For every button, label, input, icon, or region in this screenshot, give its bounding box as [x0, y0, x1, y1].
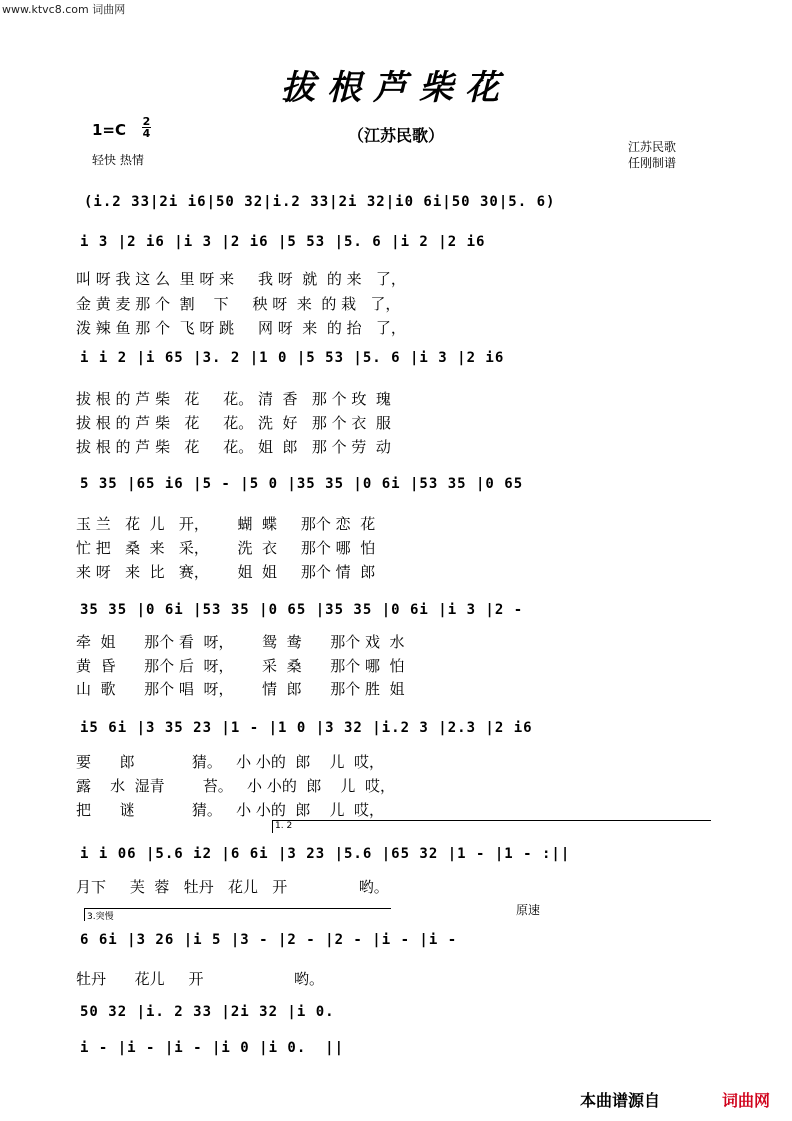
lyric-line: 牵 姐 那个 看 呀， 鸳 鸯 那个 戏 水 [76, 633, 405, 651]
notation-row-2 [76, 230, 716, 260]
notation-row-6 [76, 716, 716, 746]
lyric-line: 玉 兰 花 儿 开， 蝴 蝶 那个 恋 花 [76, 515, 376, 533]
lyric-line: 拔 根 的 芦 柴 花 花。 姐 郎 那 个 劳 动 [76, 438, 391, 456]
credit-origin: 江苏民歌 [628, 140, 677, 154]
notes: 50 32 |i. 2 33 |2i 32 |i 0. [80, 1004, 335, 1020]
notation-row-7 [76, 842, 716, 872]
notes: i5 6i |3 35 23 |1 - |1 0 |3 32 |i.2 3 |2.3 |2 i6 [80, 720, 533, 736]
lyric-line: 露 水 湿青 苔。 小 小的 郎 儿 哎， [76, 777, 395, 795]
lyric-line: 忙 把 桑 来 采， 洗 衣 那个 哪 怕 [76, 539, 376, 557]
credit-maker: 任刚制谱 [628, 156, 677, 170]
notation-row-1 [76, 190, 716, 220]
lyric-line: 月下 芙 蓉 牡丹 花儿 开 哟。 [76, 878, 389, 896]
notes: i 3 |2 i6 |i 3 |2 i6 |5 53 |5. 6 |i 2 |2 i6 [80, 234, 486, 250]
notation-row-4 [76, 472, 716, 502]
lyric-line: 来 呀 来 比 赛， 姐 姐 那个 情 郎 [76, 563, 376, 581]
lyric-line: 把 谜 猜。 小 小的 郎 儿 哎， [76, 801, 385, 819]
song-title: 拔根芦柴花 [281, 68, 511, 108]
notation-row-9 [76, 1000, 716, 1030]
footer-source: 本曲谱源自 [580, 1091, 661, 1110]
notes: (i.2 33|2i i6|50 32|i.2 33|2i 32|i0 6i|50 30|5. 6) [84, 194, 556, 210]
lyric-line: 要 郎 猜。 小 小的 郎 儿 哎， [76, 753, 385, 771]
volta-bracket-3: 3.突慢 [84, 908, 391, 921]
notation-row-3 [76, 346, 716, 376]
notes: i i 06 |5.6 i2 |6 6i |3 23 |5.6 |65 32 |1 - |1 - :|| [80, 846, 571, 862]
lyric-line: 牡丹 花儿 开 哟。 [76, 970, 325, 988]
song-subtitle: （江苏民歌） [347, 126, 444, 145]
lyric-line: 拔 根 的 芦 柴 花 花。 清 香 那 个 玫 瑰 [76, 390, 391, 408]
watermark: www.ktvc8.com 词曲网 [2, 3, 126, 16]
lyric-line: 黄 昏 那个 后 呀， 采 桑 那个 哪 怕 [76, 657, 405, 675]
volta-bracket-1-2: 1. 2 [272, 820, 711, 833]
notes: 6 6i |3 26 |i 5 |3 - |2 - |2 - |i - |i - [80, 932, 458, 948]
notes: i i 2 |i 65 |3. 2 |1 0 |5 53 |5. 6 |i 3 |2 i6 [80, 350, 505, 366]
lyric-line: 山 歌 那个 唱 呀， 情 郎 那个 胜 姐 [76, 680, 405, 698]
lyric-line: 金 黄 麦 那 个 割 下 秧 呀 来 的 栽 了， [76, 295, 401, 313]
notes: 35 35 |0 6i |53 35 |0 65 |35 35 |0 6i |i 3 |2 - [80, 602, 524, 618]
time-signature: 2 4 [142, 115, 151, 140]
notation-row-5 [76, 598, 716, 628]
lyric-line: 拔 根 的 芦 柴 花 花。 洗 好 那 个 衣 服 [76, 414, 391, 432]
notes: i - |i - |i - |i 0 |i 0. || [80, 1040, 345, 1056]
lyric-line: 叫 呀 我 这 么 里 呀 来 我 呀 就 的 来 了， [76, 270, 406, 288]
notes: 5 35 |65 i6 |5 - |5 0 |35 35 |0 6i |53 35 |0 65 [80, 476, 524, 492]
notation-row-10 [76, 1036, 716, 1066]
notation-row-8 [76, 928, 716, 958]
tempo-marking: 轻快 热情 [92, 153, 144, 167]
footer-site-logo: 词曲网 [722, 1091, 771, 1110]
tempo-return: 原速 [516, 903, 541, 917]
lyric-line: 泼 辣 鱼 那 个 飞 呀 跳 网 呀 来 的 抬 了， [76, 319, 406, 337]
key-signature: 1=C [92, 121, 127, 139]
